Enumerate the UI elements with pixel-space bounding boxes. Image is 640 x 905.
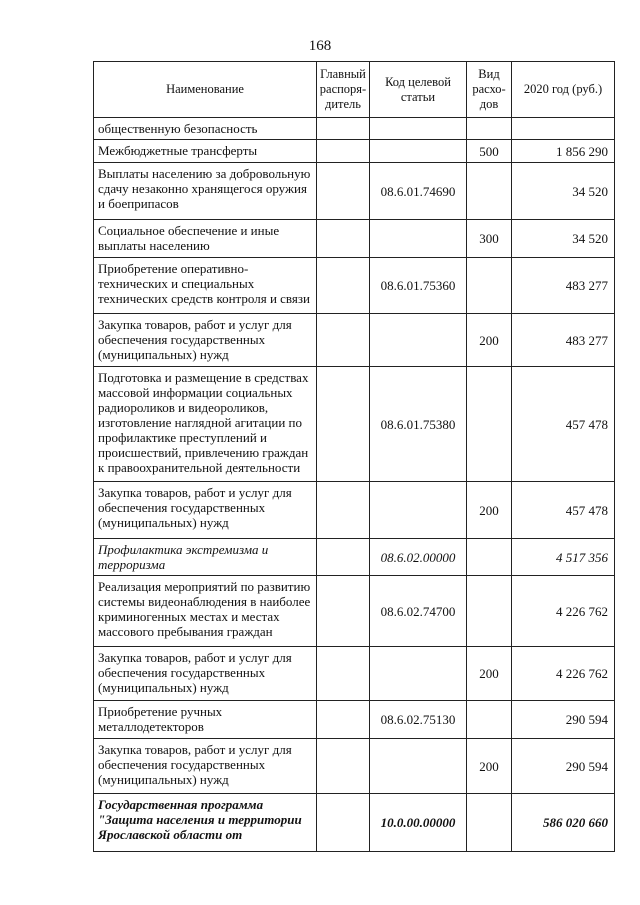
row-manager-cell (317, 367, 370, 482)
row-sum-cell: 483 277 (512, 314, 615, 367)
row-code-cell: 08.6.01.75380 (370, 367, 467, 482)
row-manager-cell (317, 118, 370, 140)
header-name: Наименование (94, 62, 317, 118)
row-code-cell: 08.6.02.75130 (370, 701, 467, 739)
row-code-cell (370, 314, 467, 367)
budget-table (93, 61, 615, 852)
row-name-cell: Закупка товаров, работ и услуг для обеспечения государственных (муниципальных) нужд (94, 482, 317, 539)
row-sum-cell: 457 478 (512, 367, 615, 482)
row-sum-cell: 4 226 762 (512, 576, 615, 647)
row-sum-cell: 290 594 (512, 739, 615, 794)
row-code-cell (370, 647, 467, 701)
row-expense-type-cell (467, 539, 512, 576)
row-name-cell: Государственная программа "Защита населения и территории Ярославской области от (94, 794, 317, 852)
table-header-row (94, 62, 615, 118)
row-name-cell: Профилактика экстремизма и терроризма (94, 539, 317, 576)
row-expense-type-cell (467, 794, 512, 852)
row-name-cell: Подготовка и размещение в средствах массовой информации социальных радиороликов и видеороликов, изготовление наглядной агитации по профилактике преступлений и происшествий, привлечению граждан к правоохранительной деятельности (94, 367, 317, 482)
row-manager-cell (317, 701, 370, 739)
row-sum-cell: 4 226 762 (512, 647, 615, 701)
header-code: Код целевой статьи (370, 62, 467, 118)
row-manager-cell (317, 220, 370, 258)
row-expense-type-cell (467, 258, 512, 314)
row-manager-cell (317, 258, 370, 314)
row-name-cell: общественную безопасность (94, 118, 317, 140)
row-code-cell: 08.6.01.74690 (370, 163, 467, 220)
table-row (94, 220, 615, 258)
row-expense-type-cell: 300 (467, 220, 512, 258)
row-name-cell: Выплаты населению за добровольную сдачу незаконно хранящегося оружия и боеприпасов (94, 163, 317, 220)
table-row (94, 140, 615, 163)
row-manager-cell (317, 647, 370, 701)
row-sum-cell: 483 277 (512, 258, 615, 314)
row-expense-type-cell (467, 576, 512, 647)
row-expense-type-cell (467, 163, 512, 220)
row-code-cell (370, 140, 467, 163)
table-row (94, 576, 615, 647)
table-row (94, 367, 615, 482)
row-name-cell: Закупка товаров, работ и услуг для обеспечения государственных (муниципальных) нужд (94, 739, 317, 794)
table-row (94, 539, 615, 576)
row-expense-type-cell: 200 (467, 739, 512, 794)
page-number: 168 (308, 38, 332, 54)
row-expense-type-cell: 500 (467, 140, 512, 163)
table-row (94, 647, 615, 701)
row-name-cell: Приобретение ручных металлодетекторов (94, 701, 317, 739)
header-year: 2020 год (руб.) (512, 62, 615, 118)
table-row (94, 163, 615, 220)
row-code-cell (370, 482, 467, 539)
row-expense-type-cell (467, 701, 512, 739)
header-expense-type: Вид расхо-дов (467, 62, 512, 118)
row-code-cell (370, 220, 467, 258)
row-sum-cell: 34 520 (512, 163, 615, 220)
row-sum-cell (512, 118, 615, 140)
row-expense-type-cell: 200 (467, 482, 512, 539)
row-sum-cell: 4 517 356 (512, 539, 615, 576)
row-expense-type-cell: 200 (467, 647, 512, 701)
row-name-cell: Приобретение оперативно-технических и специальных технических средств контроля и связи (94, 258, 317, 314)
row-code-cell: 08.6.02.74700 (370, 576, 467, 647)
row-manager-cell (317, 140, 370, 163)
row-expense-type-cell (467, 367, 512, 482)
table-row (94, 701, 615, 739)
row-sum-cell: 457 478 (512, 482, 615, 539)
table-row (94, 258, 615, 314)
row-name-cell: Закупка товаров, работ и услуг для обеспечения государственных (муниципальных) нужд (94, 314, 317, 367)
row-name-cell: Реализация мероприятий по развитию системы видеонаблюдения в наиболее криминогенных местах и местах массового пребывания граждан (94, 576, 317, 647)
row-name-cell: Закупка товаров, работ и услуг для обеспечения государственных (муниципальных) нужд (94, 647, 317, 701)
row-manager-cell (317, 794, 370, 852)
table-row (94, 794, 615, 852)
row-name-cell: Социальное обеспечение и иные выплаты населению (94, 220, 317, 258)
table-row (94, 482, 615, 539)
row-manager-cell (317, 739, 370, 794)
row-sum-cell: 34 520 (512, 220, 615, 258)
table-row (94, 118, 615, 140)
row-sum-cell: 1 856 290 (512, 140, 615, 163)
row-expense-type-cell: 200 (467, 314, 512, 367)
row-expense-type-cell (467, 118, 512, 140)
row-sum-cell: 290 594 (512, 701, 615, 739)
row-name-cell: Межбюджетные трансферты (94, 140, 317, 163)
row-manager-cell (317, 163, 370, 220)
row-code-cell: 08.6.01.75360 (370, 258, 467, 314)
row-code-cell: 10.0.00.00000 (370, 794, 467, 852)
table-row (94, 314, 615, 367)
table-row (94, 739, 615, 794)
row-code-cell: 08.6.02.00000 (370, 539, 467, 576)
header-main-manager: Главный распоря-дитель (317, 62, 370, 118)
row-manager-cell (317, 482, 370, 539)
row-code-cell (370, 118, 467, 140)
row-manager-cell (317, 576, 370, 647)
row-manager-cell (317, 539, 370, 576)
row-sum-cell: 586 020 660 (512, 794, 615, 852)
row-manager-cell (317, 314, 370, 367)
row-code-cell (370, 739, 467, 794)
